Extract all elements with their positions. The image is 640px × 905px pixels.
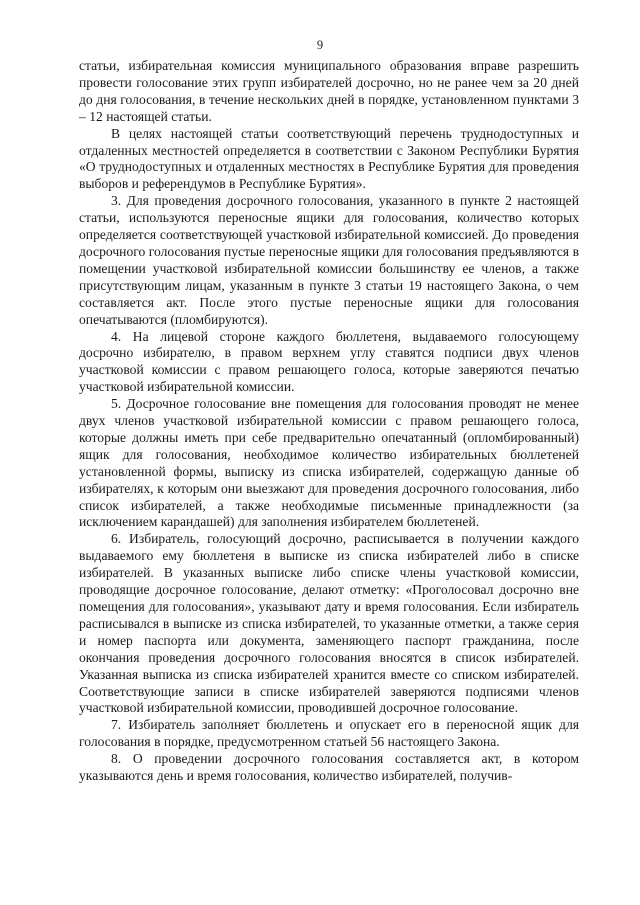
document-body [79, 58, 579, 785]
paragraph-item-7: 7. Избиратель заполняет бюллетень и опускает его в переносной ящик для голосования в порядке, предусмотренном статьей 56 настоящего Закона. [79, 717, 579, 750]
paragraph-remote-areas: В целях настоящей статьи соответствующий перечень труднодоступных и отдаленных местностей определяется в соответствии с Законом Республики Бурятия «О труднодоступных и отдаленных местностях в Республике Бурятия для проведения выборов и референдумов в Республике Бурятия». [79, 125, 579, 192]
paragraph-item-8: 8. О проведении досрочного голосования составляется акт, в котором указываются день и время голосования, количество избирателей, получив- [79, 751, 579, 784]
paragraph-continuation: статьи, избирательная комиссия муниципального образования вправе разрешить провести голосование этих групп избирателей досрочно, но не ранее чем за 20 дней до дня голосования, в течение нескольких дней в порядке, установленном пунктами 3 – 12 настоящей статьи. [79, 58, 579, 124]
page-number: 9 [316, 38, 324, 52]
paragraph-item-5: 5. Досрочное голосование вне помещения для голосования проводят не менее двух членов участковой избирательной комиссии с правом решающего голоса, которые должны иметь при себе предварительно опечатанный (опломбированный) ящик для голосования, необходимое количество избирательных бюллетеней установленной формы, выписку из списка избирателей, содержащую данные об избирателях, к которым они выезжают для проведения досрочного голосования, либо список избирателей, а также необходимые письменные принадлежности (за исключением карандашей) для заполнения избирателем бюллетеней. [79, 396, 579, 530]
paragraph-item-4: 4. На лицевой стороне каждого бюллетеня, выдаваемого голосующему досрочно избирателю, в правом верхнем углу ставятся подписи двух членов участковой комиссии с правом решающего голоса, которые заверяются печатью участковой избирательной комиссии. [79, 328, 579, 395]
paragraph-item-6: 6. Избиратель, голосующий досрочно, расписывается в получении каждого выдаваемого ему бюллетеня в выписке из списка избирателей либо в списке избирателей. В указанных выписке либо списке члены участковой комиссии, проводящие досрочное голосование, делают отметку: «Проголосовал досрочно вне помещения для голосования», указывают дату и время голосования. Если избиратель расписывался в выписке из списка избирателей, то указанные отметки, а также серия и номер паспорта или документа, заменяющего паспорт гражданина, после окончания проведения досрочного голосования вносятся в список избирателей. Указанная выписка из списка избирателей хранится вместе со списком избирателей. Соответствующие записи в списке избирателей заверяются подписями членов участковой избирательной комиссии, проводившей досрочное голосование. [79, 531, 579, 716]
paragraph-item-3: 3. Для проведения досрочного голосования, указанного в пункте 2 настоящей статьи, используются переносные ящики для голосования, количество которых определяется соответствующей участковой избирательной комиссией. До проведения досрочного голосования пустые переносные ящики для голосования предъявляются в помещении участковой избирательной комиссии большинству ее членов, а также присутствующим лицам, указанным в пункте 3 статьи 19 настоящего Закона, о чем составляется акт. После этого пустые переносные ящики для голосования опечатываются (пломбируются). [79, 193, 579, 327]
